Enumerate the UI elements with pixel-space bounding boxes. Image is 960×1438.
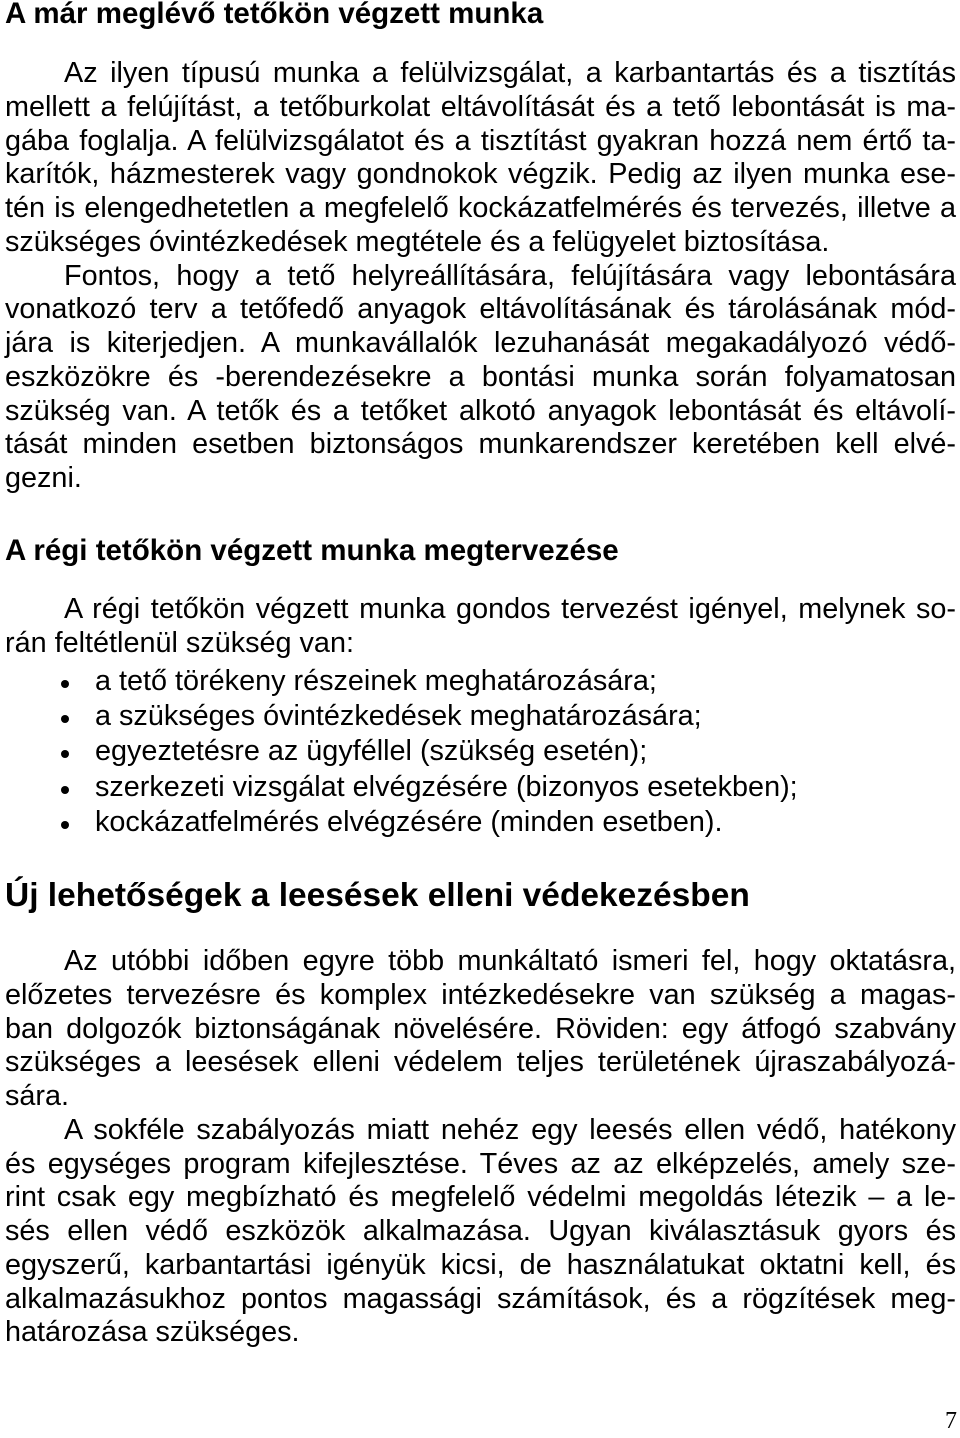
text-line: sés ellen védő eszközök alkalmazása. Ugyan kiválasztásuk gyors és: [5, 1215, 956, 1247]
text-line: alkalmazásukhoz pontos magassági számítások, és a rögzítések meg-: [5, 1282, 956, 1315]
text-line: ban dolgozók biztonságának növelésére. Röviden: egy átfogó szabvány: [5, 1012, 956, 1045]
bullet-icon: [61, 750, 69, 758]
text-line: rán feltétlenül szükség van:: [5, 626, 354, 659]
bullet-icon: [61, 680, 69, 688]
text-line: rint csak egy megbízható és megfelelő védelmi megoldás létezik – a le-: [5, 1181, 956, 1214]
section-body: [5, 945, 956, 1350]
text-line: határozása szükséges.: [5, 1316, 300, 1349]
bullet-text: szerkezeti vizsgálat elvégzésére (bizonyos esetekben);: [95, 770, 798, 803]
text-line: és egységes program kifejlesztése. Téves az az elképzelés, amely sze-: [5, 1147, 956, 1180]
bullet-text: a szükséges óvintézkedések meghatározására;: [95, 700, 702, 733]
bullet-list: [5, 664, 956, 840]
paragraph: [5, 1114, 956, 1350]
bullet-text: egyeztetésre az ügyféllel (szükség esetén);: [95, 735, 648, 768]
bullet-list-item: [5, 699, 956, 734]
text-line: A régi tetőkön végzett munka gondos tervezést igényel, melynek so-: [64, 593, 956, 625]
bullet-text: kockázatfelmérés elvégzésére (minden esetben).: [95, 805, 723, 838]
text-line: Az ilyen típusú munka a felülvizsgálat, a karbantartás és a tisztítás: [64, 57, 956, 89]
paragraph: [5, 593, 956, 661]
text-line: gába foglalja. A felülvizsgálatot és a tisztítást gyakran hozzá nem értő ta-: [5, 124, 956, 157]
text-line: vonatkozó terv a tetőfedő anyagok eltávolításának és tárolásának mód-: [5, 293, 956, 326]
bullet-list-item: [5, 734, 956, 769]
text-line: tén is elengedhetetlen a megfelelő kockázatfelmérés és tervezés, illetve a: [5, 192, 956, 224]
section-body: [5, 57, 956, 496]
paragraph: [5, 57, 956, 260]
bullet-text: a tető törékeny részeinek meghatározására;: [95, 665, 657, 697]
page-number: 7: [945, 1408, 957, 1434]
section-body: [5, 593, 956, 661]
text-line: szükséges óvintézkedések megtétele és a felügyelet biztosítása.: [5, 225, 830, 258]
bullet-list-item: [5, 805, 956, 840]
text-line: mellett a felújítást, a tetőburkolat eltávolítását és a tető lebontását is ma-: [5, 90, 956, 123]
paragraph: [5, 260, 956, 496]
bullet-list-item: [5, 664, 956, 699]
text-line: szükség van. A tetők és a tetőket alkotó anyagok lebontását és eltávolí-: [5, 394, 956, 427]
text-line: sára.: [5, 1080, 70, 1112]
section-heading: Új lehetőségek a leesések elleni védekezésben: [5, 877, 750, 914]
text-line: tását minden esetben biztonságos munkarendszer keretében kell elvé-: [5, 428, 956, 461]
text-line: eszközökre és -berendezésekre a bontási munka során folyamatosan: [5, 360, 956, 393]
bullet-icon: [61, 715, 69, 723]
section-heading: A régi tetőkön végzett munka megtervezése: [5, 534, 619, 567]
text-line: szükséges a leesések elleni védelem teljes területének újraszabályozá-: [5, 1046, 956, 1079]
text-line: Fontos, hogy a tető helyreállítására, felújítására vagy lebontására: [64, 259, 956, 292]
text-line: előzetes tervezésre és komplex intézkedésekre van szükség a magas-: [5, 978, 956, 1011]
text-line: gezni.: [5, 462, 82, 494]
bullet-icon: [61, 821, 69, 829]
paragraph: [5, 945, 956, 1114]
text-line: jára is kiterjedjen. A munkavállalók lezuhanását megakadályozó védő-: [5, 327, 956, 359]
text-line: A sokféle szabályozás miatt nehéz egy leesés ellen védő, hatékony: [64, 1113, 956, 1146]
bullet-icon: [61, 786, 69, 794]
text-line: Az utóbbi időben egyre több munkáltató ismeri fel, hogy oktatásra,: [64, 945, 956, 977]
text-line: karítók, házmesterek vagy gondnokok végzik. Pedig az ilyen munka ese-: [5, 158, 956, 191]
section-heading: A már meglévő tetőkön végzett munka: [5, 0, 544, 30]
bullet-list-item: [5, 770, 956, 805]
text-line: egyszerű, karbantartási igényük kicsi, de használatukat oktatni kell, és: [5, 1248, 956, 1281]
